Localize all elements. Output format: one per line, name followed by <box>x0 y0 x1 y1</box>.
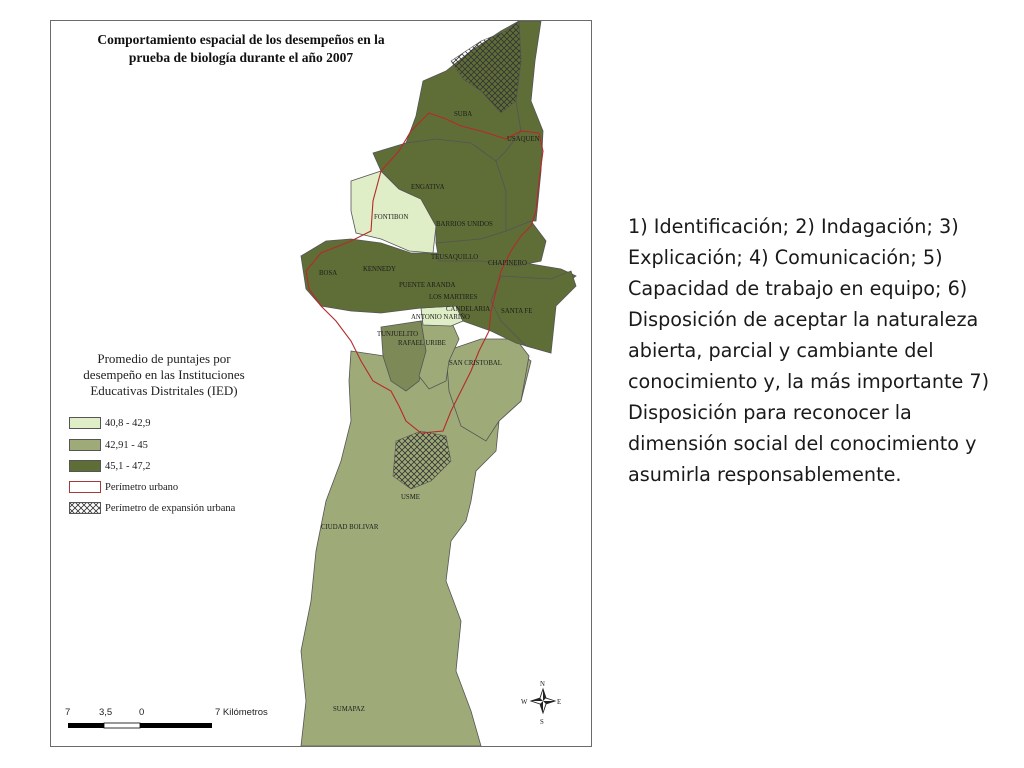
scale-label: 7 <box>65 707 71 718</box>
label-barrios-unidos: BARRIOS UNIDOS <box>436 221 493 228</box>
map-title-line1: Comportamiento espacial de los desempeños en la <box>97 32 385 47</box>
legend-swatch-urban-perimeter <box>69 481 101 493</box>
map-figure <box>50 20 592 747</box>
legend-title-line2: desempeño en las Instituciones <box>83 367 245 382</box>
label-candelaria: CANDELARIA <box>446 306 491 313</box>
label-chapinero: CHAPINERO <box>488 260 527 267</box>
legend-title-line1: Promedio de puntajes por <box>97 351 231 366</box>
compass-w: W <box>521 699 528 706</box>
compass-n: N <box>540 681 545 688</box>
label-usme: USME <box>401 494 420 501</box>
label-suba: SUBA <box>454 111 473 118</box>
map-title <box>61 31 421 67</box>
legend-swatch-medium <box>69 439 101 451</box>
label-sumapaz: SUMAPAZ <box>333 706 365 713</box>
legend-label: 40,8 - 42,9 <box>105 417 151 429</box>
legend-label: Perímetro urbano <box>105 481 179 493</box>
label-rafael-uribe: RAFAEL URIBE <box>398 340 446 347</box>
scale-label: 7 Kilómetros <box>215 707 268 718</box>
label-tunjuelito: TUNJUELITO <box>377 331 419 338</box>
label-los-martires: LOS MARTIRES <box>429 294 478 301</box>
label-bosa: BOSA <box>319 270 338 277</box>
label-kennedy: KENNEDY <box>363 266 396 273</box>
legend-swatch-dark <box>69 460 101 472</box>
side-text: 1) Identificación; 2) Indagación; 3) Explicación; 4) Comunicación; 5) Capacidad de trabajo en equipo; 6) Disposición de aceptar la naturaleza abierta, parcial y cambiante del conocimiento y, la más importante 7) Disposición para reconocer la dimensión social del conocimiento y asumirla responsablemente. <box>628 215 990 486</box>
scale-label: 0 <box>139 707 145 718</box>
label-fontibon: FONTIBON <box>374 214 409 221</box>
legend-title <box>59 351 269 399</box>
compass-e: E <box>557 699 562 706</box>
label-teusaquillo: TEUSAQUILLO <box>431 254 479 261</box>
north-arrow-icon <box>521 681 561 726</box>
map-title-line2: prueba de biología durante el año 2007 <box>128 50 354 65</box>
legend-item <box>69 500 235 516</box>
label-ciudad-bolivar: CIUDAD BOLIVAR <box>321 524 379 531</box>
label-santa-fe: SANTA FE <box>501 308 533 315</box>
label-engativa: ENGATIVA <box>411 184 445 191</box>
compass-s: S <box>540 719 544 726</box>
legend-item <box>69 458 151 474</box>
label-puente-aranda: PUENTE ARANDA <box>399 282 456 289</box>
label-san-cristobal: SAN CRISTOBAL <box>449 360 502 367</box>
scale-label: 3,5 <box>99 707 113 718</box>
legend-swatch-light <box>69 417 101 429</box>
legend-title-line3: Educativas Distritales (IED) <box>90 383 238 398</box>
legend-item <box>69 415 151 431</box>
scale-bar <box>68 723 212 728</box>
legend-item <box>69 479 178 495</box>
legend-item <box>69 437 148 453</box>
legend-label: Perímetro de expansión urbana <box>105 502 236 514</box>
legend-swatch-expansion <box>69 502 101 514</box>
legend-label: 45,1 - 47,2 <box>105 460 151 472</box>
legend-label: 42,91 - 45 <box>105 439 148 451</box>
label-antonio-narino: ANTONIO NARIÑO <box>411 314 470 321</box>
label-usaquen: USAQUEN <box>507 136 540 143</box>
